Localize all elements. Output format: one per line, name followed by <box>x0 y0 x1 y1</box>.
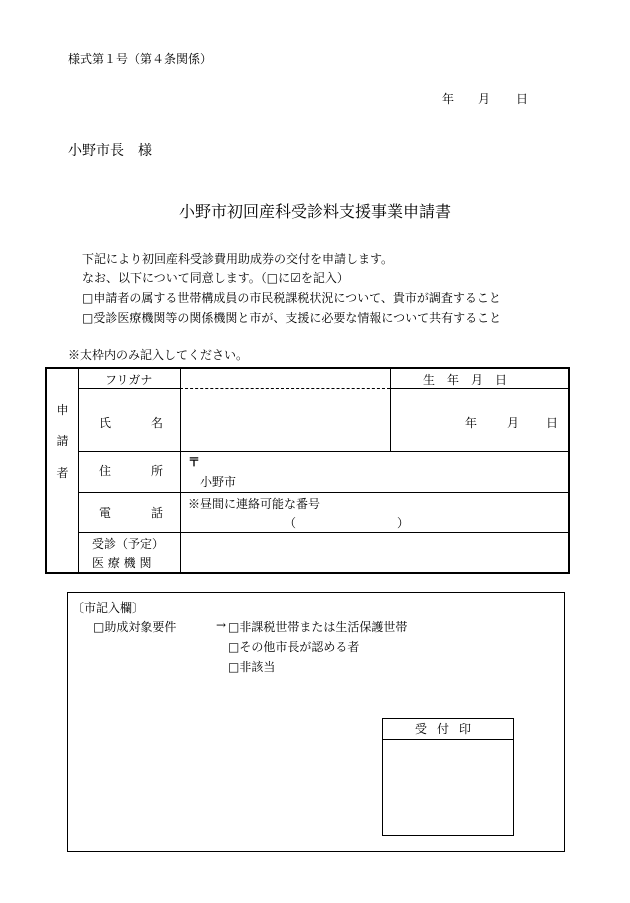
date-year: 年 <box>442 92 455 106</box>
intro-line1: 下記により初回産科受診費用助成券の交付を申請します。 <box>82 252 394 266</box>
address-input[interactable] <box>182 453 568 490</box>
applicant-label-3: 者 <box>56 466 69 480</box>
fill-note: ※太枠内のみ記入してください。 <box>68 348 249 362</box>
phone-char1: 電 <box>99 506 112 520</box>
applicant-label-2: 請 <box>56 434 69 448</box>
table-divider <box>390 369 391 451</box>
address-city: 小野市 <box>200 475 237 489</box>
birth-day: 日 <box>546 416 559 430</box>
birth-label: 生 年 月 日 <box>423 373 508 387</box>
table-divider <box>390 388 568 389</box>
applicant-table <box>45 367 570 574</box>
table-divider <box>78 388 180 389</box>
intro-line2: なお、以下について同意します。（□に☑を記入） <box>82 271 349 285</box>
receipt-stamp-box <box>382 718 514 836</box>
phone-paren-open: （ <box>284 516 297 530</box>
birth-year: 年 <box>465 416 478 430</box>
table-divider <box>78 451 568 452</box>
table-divider <box>78 369 79 572</box>
page-title: 小野市初回産科受診料支援事業申請書 <box>178 202 451 221</box>
addressee: 小野市長 様 <box>68 143 152 159</box>
table-divider <box>180 369 181 572</box>
form-number: 様式第１号（第４条関係） <box>68 52 213 66</box>
option-nontaxable[interactable]: □非課税世帯または生活保護世帯 <box>228 620 408 634</box>
phone-input[interactable] <box>182 511 568 530</box>
arrow: → <box>216 618 227 632</box>
table-divider <box>78 532 568 533</box>
name-char1: 氏 <box>99 416 112 430</box>
consent-checkbox-survey[interactable]: □申請者の属する世帯構成員の市民税課税状況について、貴市が調査すること <box>82 291 501 305</box>
clinic-label-1: 受診（予定） <box>92 537 165 551</box>
address-char2: 所 <box>151 464 164 478</box>
clinic-label-2: 医 療 機 関 <box>92 556 152 570</box>
applicant-label-1: 申 <box>56 403 69 417</box>
table-divider <box>78 492 568 493</box>
consent-checkbox-share[interactable]: □受診医療機関等の関係機関と市が、支援に必要な情報について共有すること <box>82 311 502 325</box>
address-char1: 住 <box>99 464 112 478</box>
receipt-stamp-label: 受付印 <box>383 719 513 740</box>
clinic-input[interactable] <box>182 534 568 572</box>
name-input[interactable] <box>182 391 388 449</box>
city-section-header: 〔市記入欄〕 <box>72 601 145 615</box>
table-divider <box>180 388 390 389</box>
phone-note: ※昼間に連絡可能な番号 <box>188 497 321 511</box>
postal-mark: 〒 <box>188 455 201 469</box>
phone-paren-close: ） <box>397 516 410 530</box>
date-month: 月 <box>478 92 491 106</box>
date-day: 日 <box>516 92 529 106</box>
furigana-input[interactable] <box>182 371 388 387</box>
requirement-label: □助成対象要件 <box>93 620 177 634</box>
birthdate-input[interactable] <box>392 391 568 449</box>
furigana-label: フリガナ <box>105 373 153 387</box>
name-char2: 名 <box>151 416 164 430</box>
option-mayor-approved[interactable]: □その他市長が認める者 <box>228 640 360 654</box>
option-not-applicable[interactable]: □非該当 <box>228 660 276 674</box>
city-section <box>67 592 565 852</box>
birth-month: 月 <box>507 416 520 430</box>
phone-char2: 話 <box>151 506 164 520</box>
